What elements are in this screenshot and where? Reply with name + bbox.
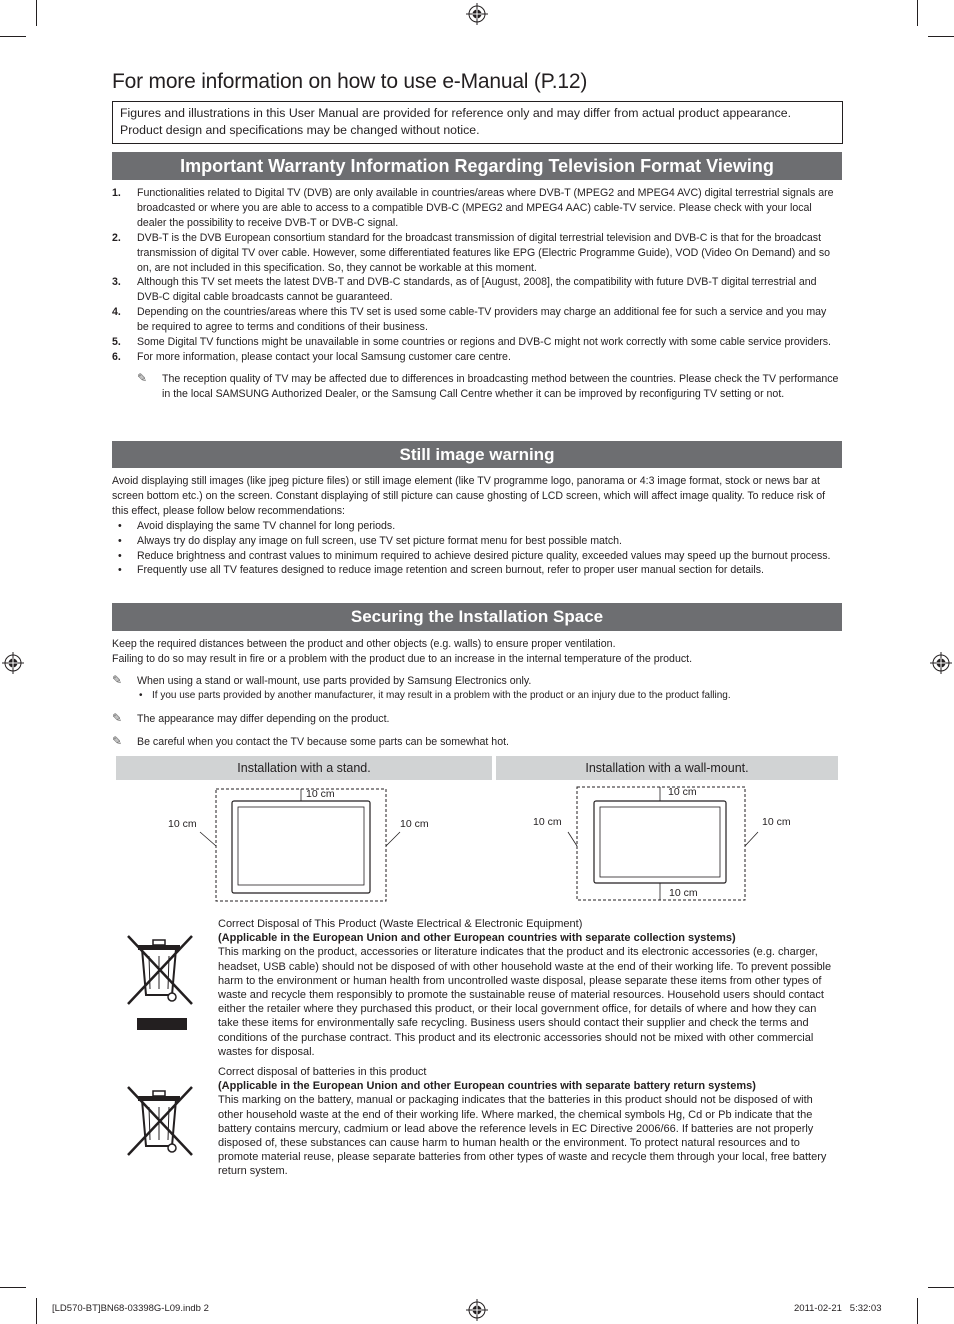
pencil-note-icon: ✎ xyxy=(112,672,123,687)
install-heading: Securing the Installation Space xyxy=(112,603,842,631)
crop-mark xyxy=(917,1298,918,1324)
distance-label: 10 cm xyxy=(400,818,429,830)
list-item: 4. Depending on the countries/areas where this TV set is used some cable-TV providers may charge an additional fee for such a service and you may be required to agree to terms and conditions of their business. xyxy=(112,306,827,334)
wall-label: Installation with a wall-mount. xyxy=(496,756,838,780)
install-intro-1: Keep the required distances between the product and other objects (e.g. walls) to ensure proper ventilation. xyxy=(112,638,616,650)
install-body xyxy=(112,637,840,749)
pencil-note-icon: ✎ xyxy=(112,733,123,748)
warranty-note: ✎ The reception quality of TV may be affected due to differences in broadcasting method between the countries. Please check the TV performance in the local SAMSUNG Authorized Dealer, or the Samsung Call Centre whether it can be improved by reconfiguring TV setting or not. xyxy=(137,370,839,400)
stand-label: Installation with a stand. xyxy=(116,756,492,780)
pencil-note-icon: ✎ xyxy=(112,710,123,725)
distance-label: 10 cm xyxy=(168,818,197,830)
notice-box: Figures and illustrations in this User Manual are provided for reference only and may differ from actual product appearance. Product design and specifications may be changed without notice. xyxy=(112,101,843,144)
crop-mark xyxy=(0,36,26,37)
footer-file: [LD570-BT]BN68-03398G-L09.indb 2 xyxy=(52,1303,209,1314)
wall-mount-diagram xyxy=(530,784,800,904)
distance-label: 10 cm xyxy=(306,788,335,800)
list-item: • Reduce brightness and contrast values to minimum required to achieve desired picture quality, exceeded values may speed up the burnout process. xyxy=(118,549,831,562)
list-item: 2. DVB-T is the DVB European consortium standard for the broadcast transmission of digital terrestrial television and DVB-C is that for the broadcast transmission of digital TV over cable. However, some differentiated features like EPG (Electric Programme Guide), VOD (Video On Demand) and so on, are not included in this specification. So, they cannot be workable at this moment. xyxy=(112,231,831,274)
weee-product-subtitle: (Applicable in the European Union and other European countries with separate collection systems) xyxy=(218,932,736,945)
distance-label: 10 cm xyxy=(533,816,562,828)
weee-product-text xyxy=(218,917,840,1059)
footer-timestamp: 2011-02-21 5:32:03 xyxy=(794,1303,882,1314)
weee-battery-subtitle: (Applicable in the European Union and other European countries with separate battery return systems) xyxy=(218,1080,756,1093)
registration-mark-icon xyxy=(466,3,488,25)
list-item: 1. Functionalities related to Digital TV (DVB) are only available in countries/areas where DVB-T (MPEG2 and MPEG4 AVC) digital terrestrial signals are broadcasted or where you are able to access to a compatible DVB-C (MPEG2 and MPEG4 AAC) cable-TV service. Please check with your local dealer the possibility to receive DVB-T or DVB-C signal. xyxy=(112,187,834,229)
install-note: ✎ When using a stand or wall-mount, use parts provided by Samsung Electronics only. xyxy=(112,672,532,687)
warranty-list xyxy=(112,186,840,402)
page-title: For more information on how to use e-Manual (P.12) xyxy=(112,70,588,93)
crop-mark xyxy=(36,1298,37,1324)
weee-battery-body: This marking on the battery, manual or packaging indicates that the batteries in this product should not be disposed of with other household waste at the end of their working life. Where marked, the chemical symbols Hg, Cd or Pb indicate that the battery contains mercury, cadmium or lead above the reference levels in EC Directive 2006/66. If batteries are not properly disposed of, these substances can cause harm to human health or the environment. To protect natural resources and to promote material reuse, please separate batteries from other types of waste and recycle them through your local, free battery return system. xyxy=(218,1094,827,1178)
registration-mark-icon xyxy=(2,652,24,674)
pencil-note-icon: ✎ xyxy=(137,370,148,385)
crop-mark xyxy=(36,0,37,26)
list-item: • If you use parts provided by another manufacturer, it may result in a problem with the product or an injury due to the product falling. xyxy=(139,689,731,701)
crop-mark xyxy=(928,36,954,37)
distance-label: 10 cm xyxy=(762,816,791,828)
weee-battery-text xyxy=(218,1065,840,1179)
crop-mark xyxy=(0,1287,26,1288)
registration-mark-icon xyxy=(466,1299,488,1321)
still-image-heading: Still image warning xyxy=(112,441,842,468)
weee-product-title: Correct Disposal of This Product (Waste Electrical & Electronic Equipment) xyxy=(218,918,583,930)
install-note: ✎ Be careful when you contact the TV because some parts can be somewhat hot. xyxy=(112,733,509,748)
list-item: • Frequently use all TV features designed to reduce image retention and screen burnout, refer to proper user manual section for details. xyxy=(118,564,764,577)
list-item: • Avoid displaying the same TV channel for long periods. xyxy=(118,519,396,532)
weee-product-body: This marking on the product, accessories or literature indicates that the product and its electronic accessories (e.g. charger, headset, USB cable) should not be disposed of with other household waste at the end of their working life. To prevent possible harm to the environment or human health from uncontrolled waste disposal, please separate these items from other types of waste and recycle them responsibly to promote the sustainable reuse of material resources. Household users should contact either the retailer where they purchased this product, or their local government office, for details of where and how they can take these items for environmentally safe recycling. Business users should contact their supplier and check the terms and conditions of the purchase contract. This product and its electronic accessories should not be mixed with other commercial wastes for disposal. xyxy=(218,946,832,1058)
list-item: 3. Although this TV set meets the latest DVB-T and DVB-C standards, as of [August, 2008], the compatibility with future DVB-T digital terrestrial and DVB-C digital cable broadcasts cannot be guaranteed. xyxy=(112,276,817,304)
crop-mark xyxy=(917,0,918,26)
registration-mark-icon xyxy=(930,652,952,674)
still-image-body xyxy=(112,474,840,578)
distance-label: 10 cm xyxy=(668,786,697,798)
crossed-bin-icon xyxy=(124,1085,196,1157)
still-image-intro: Avoid displaying still images (like jpeg picture files) or still image element (like TV programme logo, panorama or 4:3 image format, stock or news bar at screen bottom etc.) on the screen. Constant displaying of still picture can cause ghosting of LCD screen, which will affect image quality. To reduce risk of this effect, please follow below recommendations: xyxy=(112,475,826,517)
stand-diagram xyxy=(160,784,450,904)
list-item: • Always try do display any image on full screen, use TV set picture format menu for best possible match. xyxy=(118,534,622,547)
warranty-heading: Important Warranty Information Regarding Television Format Viewing xyxy=(112,152,842,180)
install-intro-2: Failing to do so may result in fire or a problem with the product due to an increase in the internal temperature of the product. xyxy=(112,652,693,665)
crossed-bin-icon xyxy=(124,934,196,1032)
crop-mark xyxy=(928,1287,954,1288)
distance-label: 10 cm xyxy=(669,887,698,899)
list-item: 5. Some Digital TV functions might be unavailable in some countries or regions and DVB-C might not work correctly with some cable service providers. xyxy=(112,336,831,349)
weee-battery-title: Correct disposal of batteries in this product xyxy=(218,1066,427,1078)
list-item: 6. For more information, please contact your local Samsung customer care centre. xyxy=(112,350,511,363)
install-note: ✎ The appearance may differ depending on the product. xyxy=(112,710,390,725)
